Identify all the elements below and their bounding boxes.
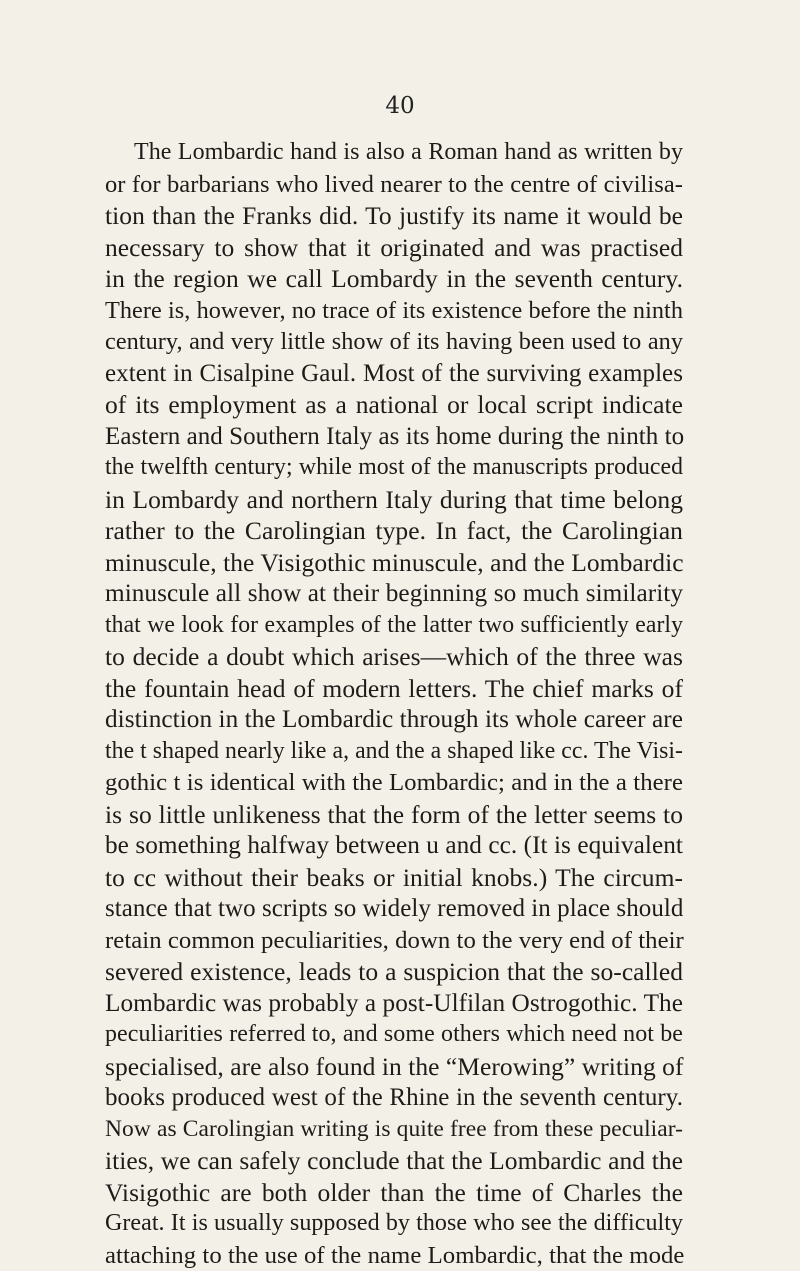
text-line: distinction in the Lombardic through its whole career are	[105, 705, 683, 733]
page-number: 40	[385, 93, 415, 119]
text-line: that we look for examples of the latter two sufficiently early	[105, 611, 683, 638]
text-line: There is, however, no trace of its existence before the ninth	[105, 296, 683, 324]
text-line: be something halfway between u and cc. (It is equivalent	[105, 831, 683, 859]
text-line: attaching to the use of the name Lombardic, that the mode	[105, 1241, 685, 1269]
text-line: the t shaped nearly like a, and the a shaped like cc. The Visi-	[105, 737, 683, 764]
text-line: Lombardic was probably a post-Ulfilan Ostrogothic. The	[105, 988, 683, 1017]
text-line: or for barbarians who lived nearer to the centre of civilisa-	[105, 170, 683, 198]
text-line: tion than the Franks did. To justify its name it would be	[105, 201, 683, 230]
text-line: peculiarities referred to, and some others which need not be	[105, 1021, 683, 1047]
text-line: century, and very little show of its having been used to any	[105, 328, 683, 355]
text-line: books produced west of the Rhine in the seventh century.	[105, 1084, 683, 1111]
text-line: Visigothic are both older than the time of Charles the	[105, 1177, 683, 1207]
text-line: retain common peculiarities, down to the very end of their	[105, 926, 684, 954]
text-line: the twelfth century; while most of the manuscripts produced	[105, 454, 683, 480]
text-line: in Lombardy and northern Italy during that time belong	[105, 484, 683, 514]
text-line: The Lombardic hand is also a Roman hand as written by	[134, 139, 683, 165]
text-line: necessary to show that it originated and was practised	[105, 232, 683, 262]
text-line: Eastern and Southern Italy as its home during the ninth to	[105, 422, 685, 450]
text-line: Great. It is usually supposed by those who see the difficulty	[105, 1210, 683, 1236]
text-line: is so little unlikeness that the form of the letter seems to	[105, 799, 683, 829]
text-line: specialised, are also found in the “Merowing” writing of	[105, 1051, 684, 1081]
text-line: ities, we can safely conclude that the Lombardic and the	[105, 1146, 683, 1175]
text-line: to decide a doubt which arises—which of the three was	[105, 642, 683, 671]
text-line: the fountain head of modern letters. The chief marks of	[105, 673, 683, 703]
text-line: rather to the Carolingian type. In fact, the Carolingian	[105, 516, 683, 545]
text-line: extent in Cisalpine Gaul. Most of the surviving examples	[105, 359, 683, 387]
text-line: severed existence, leads to a suspicion that the so-called	[105, 957, 683, 986]
text-line: minuscule, the Visigothic minuscule, and the Lombardic	[105, 547, 684, 577]
text-line: to cc without their beaks or initial knobs.) The circum-	[105, 862, 683, 892]
text-line: of its employment as a national or local script indicate	[105, 390, 683, 419]
text-line: Now as Carolingian writing is quite free from these peculiar-	[105, 1115, 683, 1142]
text-line: gothic t is identical with the Lombardic; and in the a there	[105, 769, 683, 796]
text-line: stance that two scripts so widely removed in place should	[105, 895, 684, 922]
text-line: minuscule all show at their beginning so much similarity	[105, 579, 683, 607]
text-line: in the region we call Lombardy in the seventh century.	[105, 264, 683, 293]
